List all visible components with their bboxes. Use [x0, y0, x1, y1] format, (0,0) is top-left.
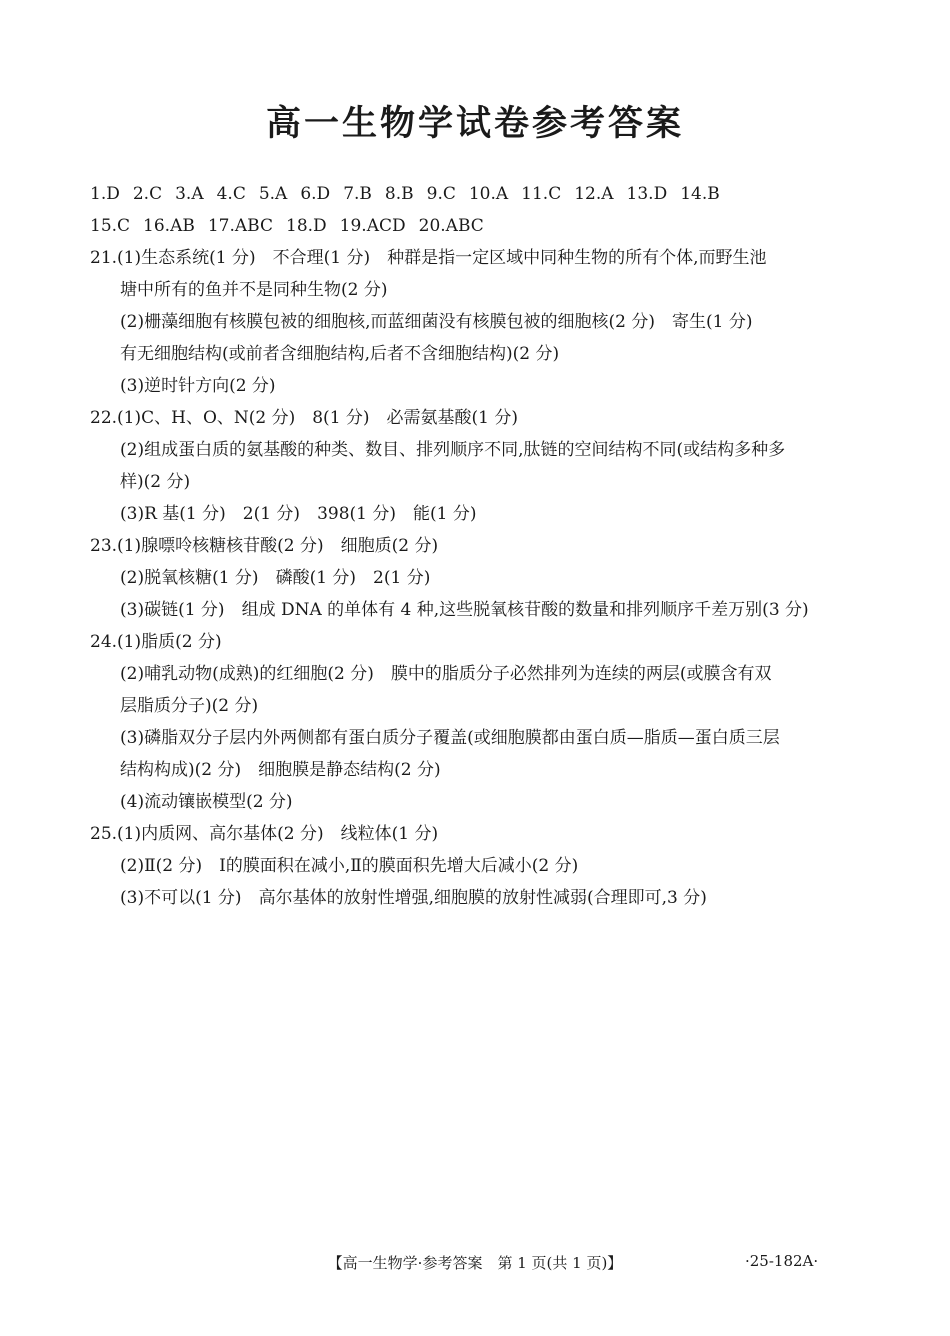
page-title: 高一生物学试卷参考答案 — [265, 104, 684, 144]
q24-line: 层脂质分子)(2 分) — [120, 696, 259, 716]
question-21 — [90, 242, 866, 402]
q21-line: (2)栅藻细胞有核膜包被的细胞核,而蓝细菌没有核膜包被的细胞核(2 分) 寄生(1 分) — [120, 312, 753, 332]
multiple-choice-row-1 — [90, 178, 866, 210]
mc-answer: 9.C — [426, 184, 456, 204]
q24-line: 结构构成)(2 分) 细胞膜是静态结构(2 分) — [120, 760, 441, 780]
q23-line: 23.(1)腺嘌呤核糖核苷酸(2 分) 细胞质(2 分) — [90, 536, 439, 556]
q23-line: (3)碳链(1 分) 组成 DNA 的单体有 4 种,这些脱氧核苷酸的数量和排列顺序千差万别(3 分) — [120, 600, 809, 620]
q23-line: (2)脱氧核糖(1 分) 磷酸(1 分) 2(1 分) — [120, 568, 431, 588]
footer-code: ·25-182A· — [745, 1252, 819, 1270]
mc-answer: 17.ABC — [207, 216, 273, 236]
question-23 — [90, 530, 866, 626]
mc-answer: 3.A — [175, 184, 204, 204]
question-25 — [90, 818, 866, 914]
mc-answer: 20.ABC — [418, 216, 484, 236]
q21-line: 有无细胞结构(或前者含细胞结构,后者不含细胞结构)(2 分) — [120, 344, 560, 364]
mc-answer: 1.D — [90, 184, 120, 204]
q22-line: (3)R 基(1 分) 2(1 分) 398(1 分) 能(1 分) — [120, 504, 477, 524]
mc-answer: 12.A — [574, 184, 614, 204]
q25-line: (2)Ⅱ(2 分) Ⅰ的膜面积在减小,Ⅱ的膜面积先增大后减小(2 分) — [120, 856, 579, 876]
q21-line: 21.(1)生态系统(1 分) 不合理(1 分) 种群是指一定区域中同种生物的所有个体,而野生池 — [90, 248, 767, 268]
mc-answer: 19.ACD — [339, 216, 406, 236]
mc-answer: 15.C — [90, 216, 131, 236]
mc-answer: 14.B — [680, 184, 720, 204]
mc-answer: 11.C — [521, 184, 562, 204]
mc-answer: 6.D — [300, 184, 331, 204]
q25-line: 25.(1)内质网、高尔基体(2 分) 线粒体(1 分) — [90, 824, 439, 844]
q21-line: 塘中所有的鱼并不是同种生物(2 分) — [120, 280, 388, 300]
q24-line: (3)磷脂双分子层内外两侧都有蛋白质分子覆盖(或细胞膜都由蛋白质—脂质—蛋白质三层 — [120, 728, 780, 748]
q24-line: (2)哺乳动物(成熟)的红细胞(2 分) 膜中的脂质分子必然排列为连续的两层(或膜含有双 — [120, 664, 772, 684]
question-22 — [90, 402, 866, 530]
q22-line: 22.(1)C、H、O、N(2 分) 8(1 分) 必需氨基酸(1 分) — [90, 408, 519, 428]
mc-answer: 13.D — [626, 184, 668, 204]
q25-line: (3)不可以(1 分) 高尔基体的放射性增强,细胞膜的放射性减弱(合理即可,3 分) — [120, 888, 707, 908]
mc-answer: 8.B — [384, 184, 414, 204]
footer-page-info: 【高一生物学·参考答案 第 1 页(共 1 页)】 — [327, 1254, 623, 1272]
question-24 — [90, 626, 866, 818]
q22-line: 样)(2 分) — [120, 472, 191, 492]
mc-answer: 7.B — [343, 184, 372, 204]
mc-answer: 5.A — [258, 184, 288, 204]
mc-answer: 4.C — [216, 184, 246, 204]
answer-content — [90, 178, 866, 914]
mc-answer: 16.AB — [143, 216, 195, 236]
multiple-choice-row-2 — [90, 210, 866, 242]
mc-answer: 18.D — [286, 216, 327, 236]
q24-line: (4)流动镶嵌模型(2 分) — [120, 792, 293, 812]
q22-line: (2)组成蛋白质的氨基酸的种类、数目、排列顺序不同,肽链的空间结构不同(或结构多种多 — [120, 440, 786, 460]
mc-answer: 2.C — [132, 184, 163, 204]
mc-answer: 10.A — [468, 184, 509, 204]
q24-line: 24.(1)脂质(2 分) — [90, 632, 222, 652]
q21-line: (3)逆时针方向(2 分) — [120, 376, 276, 396]
